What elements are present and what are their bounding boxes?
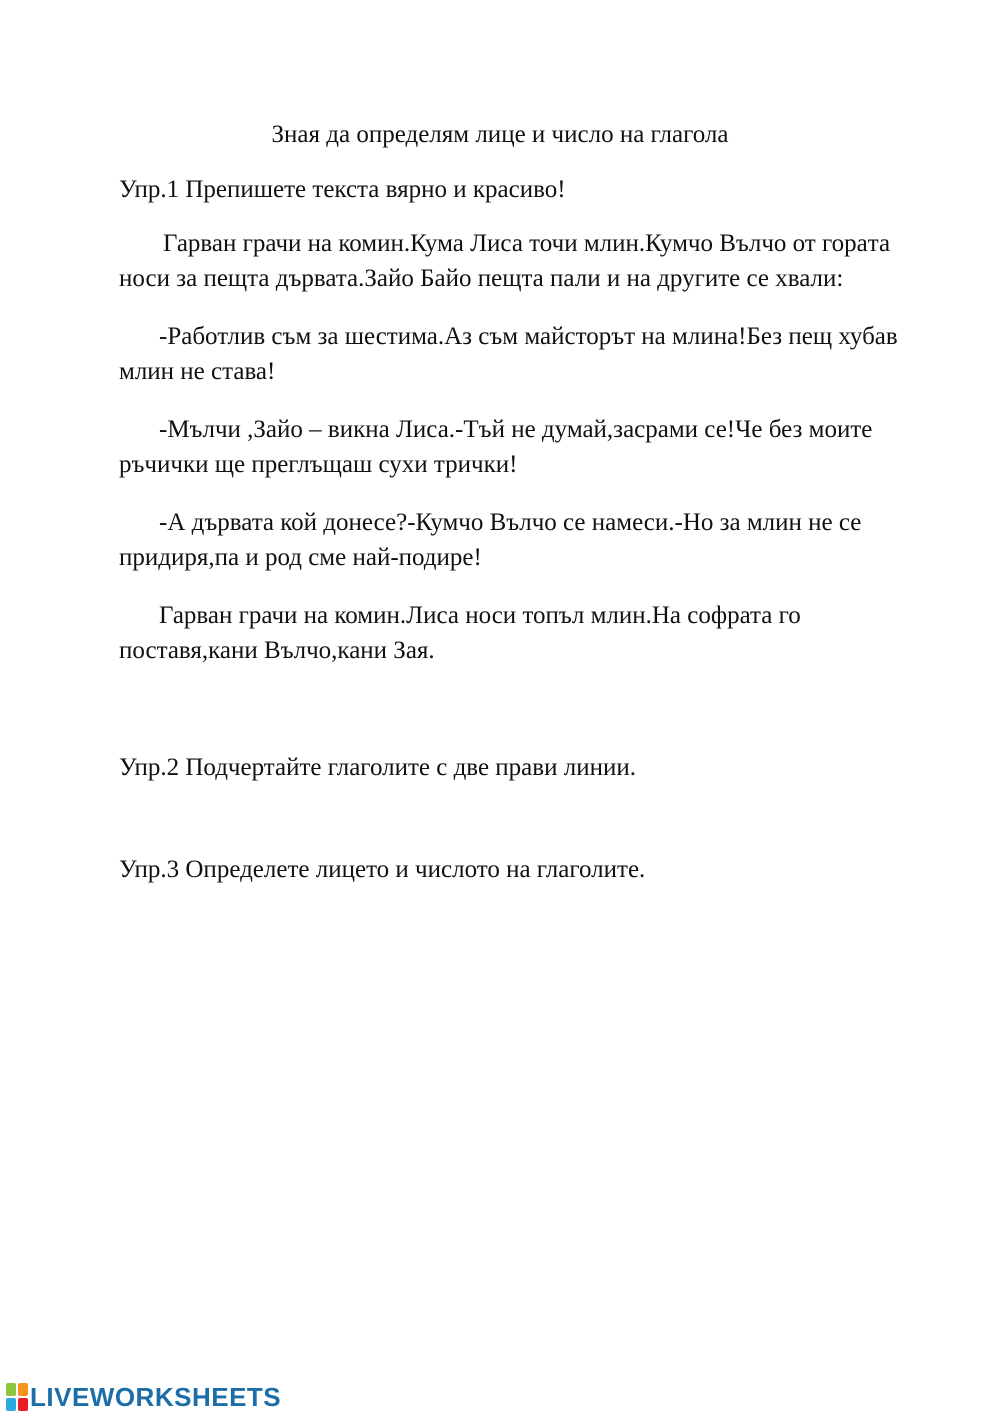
story-text: [119, 226, 899, 691]
story-paragraph: Гарван грачи на комин.Лиса носи топъл млин.На софрата го поставя,кани Вълчо,кани Зая.: [119, 602, 801, 664]
story-paragraph: -А дървата кой донесе?-Кумчо Вълчо се намеси.-Но за млин не се придиря,па и род сме най-подире!: [119, 509, 862, 571]
story-paragraph: -Работлив съм за шестима.Аз съм майсторът на млина!Без пещ хубав млин не става!: [119, 323, 898, 385]
page-title: Зная да определям лице и число на глагола: [271, 121, 729, 148]
story-paragraph: Гарван грачи на комин.Кума Лиса точи млин.Кумчо Вълчо от горaта носи за пещта дървата.Зайо Байо пещта пали и на другите се хвали:: [119, 230, 891, 292]
exercise-3-instruction: Упр.3 Определете лицето и числото на глаголите.: [119, 856, 646, 883]
liveworksheets-logo-icon: [6, 1383, 28, 1411]
logo-text: LIVEWORKSHEETS: [30, 1381, 282, 1412]
exercise-2-instruction: Упр.2 Подчертайте глаголите с две прави линии.: [119, 754, 636, 781]
exercise-1-instruction: Упр.1 Препишете текста вярно и красиво!: [119, 176, 566, 203]
story-paragraph: -Мълчи ,Зайо – викна Лиса.-Тъй не думай,засрами се!Че без моите ръчички ще преглъщаш сухи трички!: [119, 416, 873, 478]
liveworksheets-logo: [6, 1380, 281, 1414]
